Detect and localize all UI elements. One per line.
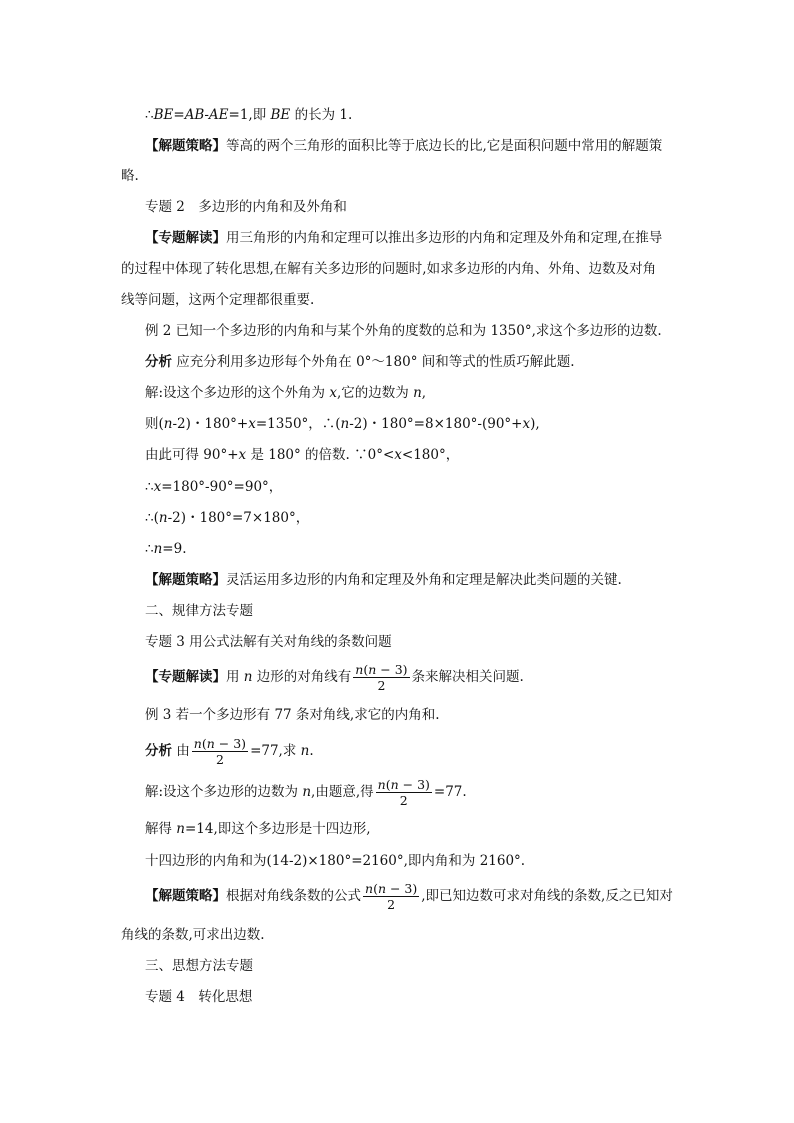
text: <180°，	[401, 447, 460, 463]
text: 用三角形的内角和定理可以推出多边形的内角和定理及外角和定理,在推导	[226, 230, 663, 246]
diagonal-formula	[363, 881, 419, 912]
text: 例 3 若一个多边形有 77 条对角线,求它的内角和.	[145, 707, 440, 723]
text: 2	[377, 678, 386, 693]
text: 2	[215, 752, 224, 767]
text: ,即已知边数可求对角线的条数,反之已知对	[421, 888, 673, 904]
text: n	[413, 385, 422, 401]
text: n	[340, 416, 350, 432]
text: ∴(	[145, 510, 159, 526]
example-2-analysis	[145, 352, 705, 372]
text: =77,求	[250, 743, 301, 759]
text: 根据对角线条数的公式	[226, 888, 361, 904]
text: − 3)	[376, 662, 408, 677]
text: =77.	[433, 784, 467, 800]
text: n	[368, 662, 377, 677]
text: 2	[387, 897, 396, 912]
text: ∴	[145, 107, 154, 123]
example-3-solution-1	[145, 773, 705, 811]
text: n	[158, 510, 168, 526]
text: x	[153, 479, 162, 495]
text: n	[377, 881, 387, 896]
text: 2	[399, 793, 408, 808]
diagonal-formula	[192, 736, 248, 767]
topic-3-heading	[145, 632, 705, 652]
diagonal-formula	[376, 777, 432, 808]
text: ∴	[145, 541, 154, 557]
text: 例 2 已知一个多边形的内角和与某个外角的度数的总和为 1350°,求这个多边形的边数.	[145, 323, 662, 339]
text: =1350°，∴(	[255, 416, 341, 432]
text: x	[394, 447, 402, 463]
text: =180°-90°=90°，	[161, 479, 283, 495]
text: .	[309, 743, 314, 759]
strategy-label: 【解题策略】	[145, 888, 226, 904]
reading-label: 【专题解读】	[145, 669, 226, 685]
solution-line-6	[145, 539, 705, 559]
text: 条来解决相关问题.	[411, 669, 524, 685]
text: n	[243, 669, 253, 685]
strategy-paragraph-1-cont	[121, 166, 681, 186]
text: -2)・180°=7×180°，	[167, 510, 310, 526]
text: n	[377, 777, 386, 792]
text: =	[173, 107, 185, 123]
text: x	[329, 385, 337, 401]
text: ),	[530, 416, 540, 432]
text: n	[302, 784, 312, 800]
text: 角线的条数,可求出边数.	[121, 927, 265, 943]
topic-2-reading-cont-2	[121, 290, 681, 310]
text: 是 180° 的倍数. ∵0°<	[246, 447, 395, 463]
text: 略.	[121, 168, 139, 184]
text: n	[163, 416, 173, 432]
text: BE	[270, 107, 291, 123]
text: 专题 3 用公式法解有关对角线的条数问题	[145, 634, 392, 650]
solution-line-4	[145, 477, 705, 497]
example-2	[145, 321, 705, 341]
text: n	[206, 736, 215, 751]
topic-2-heading	[145, 197, 705, 217]
text: 解得	[145, 821, 177, 837]
text: 专题 4 转化思想	[145, 989, 253, 1005]
text: n	[365, 881, 374, 896]
text: 线等问题，这两个定理都很重要.	[121, 292, 315, 308]
strategy-paragraph-3	[145, 877, 705, 915]
strategy-paragraph-3-cont	[121, 925, 681, 945]
text: AB	[184, 107, 205, 123]
text: (	[373, 881, 378, 896]
text: 专题 2 多边形的内角和及外角和	[145, 199, 347, 215]
example-3-analysis	[145, 732, 705, 770]
text: ,它的边数为	[336, 385, 414, 401]
text: =1,即	[228, 107, 271, 123]
solution-line-2	[145, 414, 705, 434]
topic-2-reading-cont-1	[121, 259, 681, 279]
solution-line-1	[145, 383, 705, 403]
reading-label: 【专题解读】	[145, 230, 226, 246]
text: ,	[421, 385, 427, 401]
text: x	[522, 416, 531, 432]
example-3-solution-2	[145, 819, 705, 839]
diagonal-formula	[353, 662, 409, 693]
text: n	[193, 736, 202, 751]
text: − 3)	[398, 777, 430, 792]
text: x	[248, 416, 256, 432]
topic-2-reading	[145, 228, 705, 248]
text: (	[201, 736, 207, 751]
text: AE	[208, 107, 229, 123]
text: 由此可得 90°+	[145, 447, 239, 463]
text: BE	[153, 107, 174, 123]
solution-line-3	[145, 445, 705, 465]
text: x	[238, 447, 247, 463]
strategy-paragraph-2	[145, 570, 705, 590]
text: 则(	[145, 416, 164, 432]
text: (	[363, 662, 369, 677]
text: 等高的两个三角形的面积比等于底边长的比,它是面积问题中常用的解题策	[226, 138, 663, 154]
text: -	[204, 107, 209, 123]
section-3-heading	[145, 956, 705, 976]
text: − 3)	[214, 736, 247, 751]
text: n	[355, 662, 364, 677]
analysis-label: 分析	[145, 354, 172, 370]
strategy-label: 【解题策略】	[145, 572, 226, 588]
text: 边形的对角线有	[252, 669, 352, 685]
solution-line-5	[145, 508, 705, 528]
text: -2)・180°=8×180°-(90°+	[349, 416, 523, 432]
text: ,由题意,得	[311, 784, 374, 800]
text: ∴	[145, 479, 154, 495]
topic-3-reading	[145, 658, 705, 696]
text: 的过程中体现了转化思想,在解有关多边形的问题时,如求多边形的内角、外角、边数及对角	[121, 261, 657, 277]
text: n	[176, 821, 185, 837]
line-be-result	[145, 105, 705, 125]
text: 用	[226, 669, 244, 685]
text: 的长为 1.	[290, 107, 353, 123]
section-2-heading	[145, 601, 705, 621]
strategy-label: 【解题策略】	[145, 138, 226, 154]
text: n	[390, 777, 399, 792]
text: 解:设这个多边形的这个外角为	[145, 385, 330, 401]
strategy-paragraph-1	[145, 136, 705, 156]
text: 十四边形的内角和为(14-2)×180°=2160°,即内角和为 2160°.	[145, 853, 526, 869]
text: =9.	[162, 541, 187, 557]
text: -2)・180°+	[172, 416, 249, 432]
topic-4-heading	[145, 987, 705, 1007]
analysis-label: 分析	[145, 743, 172, 759]
text: 灵活运用多边形的内角和定理及外角和定理是解决此类问题的关键.	[226, 572, 622, 588]
text: − 3)	[386, 881, 418, 896]
text: n	[153, 541, 163, 557]
text: 应充分利用多边形每个外角在 0°～180° 间和等式的性质巧解此题.	[172, 354, 575, 370]
text: =14,即这个多边形是十四边形,	[185, 821, 371, 837]
text: 由	[172, 743, 190, 759]
text: n	[300, 743, 310, 759]
example-3-solution-3	[145, 851, 705, 871]
text: (	[385, 777, 391, 792]
example-3	[145, 705, 705, 725]
text: 二、规律方法专题	[145, 603, 253, 619]
text: 解:设这个多边形的边数为	[145, 784, 303, 800]
text: 三、思想方法专题	[145, 958, 253, 974]
